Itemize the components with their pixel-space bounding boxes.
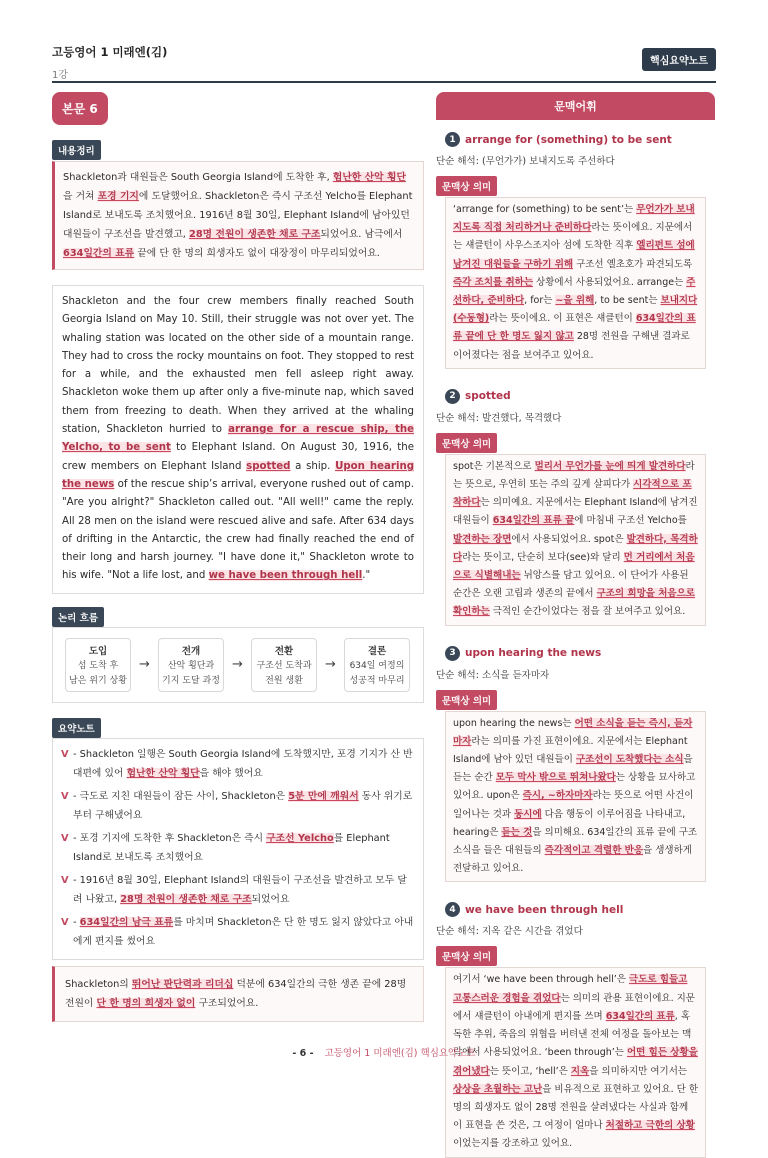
vocab-header: 문맥어휘 <box>436 92 715 120</box>
highlighted-phrase: 무언가가 보내지도록 직접 처리하거나 준비하다 <box>453 204 695 234</box>
page-number: - 6 - <box>292 1048 314 1059</box>
text-segment: , 혹독한 추위, 죽음의 위협을 버텨낸 전체 여정을 돌아보는 맥락에서 사용되었어요. ‘been through’는 <box>453 1010 692 1059</box>
vocab-item-1 <box>436 132 715 369</box>
note-text <box>73 787 415 825</box>
check-mark-icon: V <box>61 916 69 928</box>
highlighted-phrase: 634일간의 표류 끝 <box>492 515 575 527</box>
highlighted-phrase: 주선하다, 준비하다 <box>453 276 696 307</box>
highlighted-phrase: 즉각적이고 격렬한 반응 <box>544 845 644 857</box>
arrow-right-icon: → <box>139 657 150 673</box>
highlighted-phrase: 구조의 희망을 처음으로 확인하는 <box>453 588 695 618</box>
flow-step-head: 결론 <box>367 645 387 657</box>
highlighted-phrase: 보내지다(수동형) <box>453 295 698 325</box>
simple-meaning: 단순 해석: (무언가가) 보내지도록 주선하다 <box>436 156 615 167</box>
text-segment: - 1916년 8월 30일, Elephant Island의 대원들이 구조선을 발견하고 모두 달려 나왔고, <box>73 874 407 905</box>
note-text <box>73 913 415 951</box>
text-segment: 라는 뜻이에요. 이 표현은 섀클턴이 <box>489 313 636 325</box>
text-segment: 뉘앙스를 담고 있어요. 이 단어가 사용된 순간은 오랜 고립과 생존의 끝에서 <box>453 570 689 600</box>
simple-meaning: 단순 해석: 소식을 듣자마자 <box>436 669 550 681</box>
check-mark-icon: V <box>61 832 69 844</box>
context-explanation <box>445 967 706 1157</box>
text-segment: 을 의미하지만 여기서는 <box>589 1065 688 1077</box>
text-segment: 구조선 옐초호가 파견되도록 <box>573 258 693 270</box>
text-segment: - 극도로 지친 대원들이 잠든 사이, Shackleton은 <box>73 790 289 802</box>
text-segment: 극적인 순간이었다는 점을 잘 보여주고 있어요. <box>489 606 686 618</box>
passage-text <box>52 285 424 594</box>
text-segment: 다음 행동이 이루어짐을 나타내고, hearing은 <box>453 808 686 838</box>
highlighted-phrase: 634일간의 표류 끝에 단 한 명도 잃지 않고 <box>453 313 696 343</box>
note-item <box>61 913 415 951</box>
text-segment: ." <box>362 570 371 582</box>
number-badge: 1 <box>445 132 460 147</box>
text-segment: - 포경 기지에 도착한 후 Shackleton은 즉시 <box>73 832 267 844</box>
highlighted-phrase: 뛰어난 판단력과 리더십 <box>131 978 234 990</box>
check-mark-icon: V <box>61 790 69 802</box>
vocab-item-2 <box>436 389 715 626</box>
text-segment: - Shackleton 일행은 South Georgia Island에 도착했지만, 포경 기지가 산 반대편에 있어 <box>73 748 413 779</box>
text-segment: 을 거쳐 <box>63 191 98 202</box>
flow-step-intro <box>65 638 131 692</box>
text-segment: to Elephant Island. On August 30, 1916, the crew members on Elephant Island <box>62 442 415 472</box>
text-segment: 상황에서 사용되었어요. arrange는 <box>533 276 687 288</box>
flow-step-head: 도입 <box>88 645 108 657</box>
text-segment: 을 생생하게 전달하고 있어요. <box>453 845 692 875</box>
context-tag: 문맥상 의미 <box>436 946 497 966</box>
simple-meaning: 단순 해석: 발견했다, 목격했다 <box>436 412 562 424</box>
flow-step-desc: 섬 도착 후 남은 위기 상황 <box>69 660 127 686</box>
flow-step-head: 전개 <box>181 645 201 657</box>
logic-flow <box>52 627 424 703</box>
header-divider <box>52 81 716 83</box>
highlighted-phrase: 험난한 산악 횡단 <box>126 767 200 779</box>
footer-title: 고등영어 1 미래엔(김) 핵심요약노트 <box>324 1048 476 1059</box>
vocab-item-3 <box>436 646 715 883</box>
text-segment: 를 Elephant Island로 보내도록 조치했어요 <box>73 832 390 863</box>
text-segment: 에서 사용되었어요. spot은 <box>511 533 627 545</box>
text-segment: 이었는지를 강조하고 있어요. <box>453 1138 573 1150</box>
highlighted-phrase: Upon hearing the news <box>62 460 414 490</box>
vocab-title-row <box>436 902 715 917</box>
check-mark-icon: V <box>61 748 69 760</box>
highlighted-phrase: 즉각 조치를 취하는 <box>453 276 534 288</box>
text-segment: 을 듣는 순간 <box>453 754 693 784</box>
right-column <box>436 92 715 1158</box>
text-segment: 는 뜻이고, ‘hell’은 <box>489 1065 571 1077</box>
text-segment: 에 도달했어요. Shackleton은 즉시 구조선 Yelcho를 Elephant Island로 보내도록 조치했어요. 1916년 8월 30일, Elephant Island에 남아있던 대원들이 구조선을 발견했고, <box>63 191 413 240</box>
highlighted-phrase: 28명 전원이 생존한 채로 구조 <box>120 893 252 905</box>
text-segment: 28명 전원을 구해낸 결과로 이어졌다는 점을 보여주고 있어요. <box>453 331 690 361</box>
flow-tag: 논리 흐름 <box>52 607 104 627</box>
conclusion-box <box>52 966 424 1022</box>
text-segment: 을 해야 했어요 <box>199 767 263 779</box>
flow-step-desc: 634일 여정의 성공적 마무리 <box>349 660 405 686</box>
number-badge: 4 <box>445 902 460 917</box>
content-summary <box>52 161 424 270</box>
page-header <box>52 44 167 81</box>
simple-meaning: 단순 해석: 지옥 같은 시간을 겪었다 <box>436 926 583 938</box>
highlighted-phrase: 험난한 산악 횡단 <box>332 172 406 183</box>
text-segment: ‘arrange for (something) to be sent’는 <box>453 204 637 215</box>
highlighted-phrase: 상상을 초월하는 고난 <box>453 1083 543 1095</box>
text-segment: 되었어요 <box>251 893 290 905</box>
text-segment: 라는 의미를 가진 표현이에요. 지문에서는 Elephant Island에 남아 있던 대원들이 <box>453 735 688 766</box>
vocab-term: upon hearing the news <box>465 647 602 660</box>
number-badge: 3 <box>445 646 460 661</box>
highlighted-phrase: 634일간의 표류 <box>63 248 135 259</box>
text-segment: 동사 위기로부터 구해냈어요 <box>73 790 413 821</box>
highlighted-phrase: 단 한 명의 희생자 없이 <box>96 997 196 1009</box>
vocab-item-4 <box>436 902 715 1157</box>
arrow-right-icon: → <box>232 657 243 673</box>
text-segment: upon hearing the news는 <box>453 717 575 729</box>
text-segment: 라는 뜻으로 어떤 사건이 일어나는 것과 <box>453 790 694 820</box>
text-segment: 를 마치며 Shackleton은 단 한 명도 잃지 않았다고 아내에게 편지를 썼어요 <box>73 916 414 947</box>
highlighted-phrase: 어떤 힘든 상황을 겪어냈다 <box>453 1047 698 1077</box>
section-title: 본문 6 <box>52 92 108 125</box>
highlighted-phrase: spotted <box>246 460 291 472</box>
highlighted-phrase: 먼 거리에서 처음으로 식별해내는 <box>453 551 695 582</box>
text-segment: 라는 뜻이고, 단순히 보다(see)와 달리 <box>462 551 624 563</box>
highlighted-phrase: 엘리펀트 섬에 남겨진 대원들을 구하기 위해 <box>453 240 695 270</box>
summary-notes <box>52 738 424 960</box>
highlighted-phrase: 멀리서 무언가를 눈에 띄게 발견하다 <box>534 460 686 472</box>
text-segment: 는 의미예요. 지문에서는 Elephant Island에 남겨진 대원들이 <box>453 497 698 527</box>
vocab-term: spotted <box>465 390 511 403</box>
highlighted-phrase: 어떤 소식을 듣는 즉시, 듣자마자 <box>453 717 693 747</box>
book-title: 고등영어 1 미래엔(김) <box>52 45 168 59</box>
summary-tag: 내용정리 <box>52 140 101 160</box>
highlighted-phrase: 듣는 것 <box>501 826 533 838</box>
highlighted-phrase: 지옥 <box>570 1065 590 1077</box>
context-explanation <box>445 454 706 626</box>
context-tag: 문맥상 의미 <box>436 176 497 196</box>
notes-tag: 요약노트 <box>52 718 101 738</box>
vocab-title-row <box>436 646 715 661</box>
vocab-title-row <box>436 132 715 147</box>
text-segment: 덕분에 634일간의 극한 생존 끝에 28명 전원이 <box>65 978 407 1009</box>
text-segment: 라는 뜻이에요. 지문에서는 섀클턴이 사우스조지아 섬에 도착한 직후 <box>453 222 693 252</box>
flow-step-desc: 구조선 도착과 전원 생환 <box>256 660 312 686</box>
context-explanation <box>445 711 706 883</box>
text-segment: 을 비유적으로 표현하고 있어요. 단 한 명의 희생자도 없이 28명 전원을 살려냈다는 사실과 함께 이 표현을 쓴 것은, 그 여정이 얼마나 <box>453 1083 698 1132</box>
flow-step-turn <box>251 638 317 692</box>
note-item <box>61 871 415 909</box>
context-tag: 문맥상 의미 <box>436 690 497 710</box>
text-segment: - <box>73 916 80 928</box>
highlighted-phrase: 즉시, ~하자마자 <box>522 790 593 802</box>
note-item <box>61 787 415 825</box>
highlighted-phrase: 처절하고 극한의 상황 <box>605 1120 695 1132</box>
text-segment: 을 의미해요. 634일간의 표류 끝에 구조 소식을 들은 대원들의 <box>453 826 698 857</box>
page-footer <box>0 1045 768 1059</box>
highlighted-phrase: 634일간의 남극 표류 <box>79 916 174 928</box>
highlighted-phrase: arrange for a rescue ship, the Yelcho, to be sent <box>62 424 414 454</box>
note-text <box>73 829 415 867</box>
vocab-term: arrange for (something) to be sent <box>465 133 672 146</box>
text-segment: , to be sent는 <box>594 295 661 307</box>
highlighted-phrase: 5분 만에 깨워서 <box>288 790 359 802</box>
highlighted-phrase: 극도로 힘들고 고통스러운 경험을 겪었다 <box>453 974 688 1004</box>
highlighted-phrase: 시각적으로 포착하다 <box>453 479 692 509</box>
text-segment: 는 의미의 관용 표현이에요. 지문에서 섀클턴이 아내에게 편지를 쓰며 <box>453 992 695 1022</box>
lesson-label: 1강 <box>52 70 69 81</box>
text-segment: of the rescue ship’s arrival, everyone rushed out of camp. "Are you alright?" Shackleton called out. "All well!" came the reply. All 28 men on the island were rescued alive and safe. After 634 days of drifting in the Antarctic, the crew had finally reached the end of their long and harsh journey. "I have done it," Shackleton wrote to his wife. "Not a life lost, and <box>62 478 415 582</box>
text-segment: , for는 <box>524 295 556 307</box>
text-segment: 구조되었어요. <box>195 997 259 1009</box>
flow-step-conclusion <box>344 638 410 692</box>
highlighted-phrase: 발견하다, 목격하다 <box>453 533 698 563</box>
text-segment: 여기서 ‘we have been through hell’은 <box>453 974 630 986</box>
highlighted-phrase: we have been through hell <box>208 570 363 582</box>
context-tag: 문맥상 의미 <box>436 433 497 453</box>
highlighted-phrase: 28명 전원이 생존한 채로 구조 <box>189 229 321 240</box>
text-segment: spot은 기본적으로 <box>453 460 535 472</box>
highlighted-phrase: 발견하는 장면 <box>453 533 512 545</box>
flow-step-head: 전환 <box>274 645 294 657</box>
vocab-term: we have been through hell <box>465 903 624 916</box>
note-text <box>73 745 415 783</box>
highlighted-phrase: 동시에 <box>514 808 542 820</box>
text-segment: 끝에 단 한 명의 희생자도 없이 대장정이 마무리되었어요. <box>134 248 380 259</box>
highlighted-phrase: 구조선 Yelcho <box>266 832 334 844</box>
summary-note-badge: 핵심요약노트 <box>642 48 716 71</box>
vocab-title-row <box>436 389 715 404</box>
note-item <box>61 745 415 783</box>
text-segment: 라는 뜻으로, 우연히 또는 주의 깊게 살피다가 <box>453 460 695 491</box>
text-segment: 에 마침내 구조선 Yelcho를 <box>574 515 687 527</box>
number-badge: 2 <box>445 389 460 404</box>
flow-step-development <box>158 638 224 692</box>
highlighted-phrase: ~을 위해 <box>555 295 595 307</box>
text-segment: a ship. <box>290 460 336 472</box>
note-item <box>61 829 415 867</box>
highlighted-phrase: 모두 막사 밖으로 뛰쳐나왔다 <box>495 772 616 784</box>
left-column <box>52 92 424 1022</box>
text-segment: Shackleton and the four crew members finally reached South Georgia Island on May 10. Still, their struggle was not over yet. The whaling station was located on the other side of a mountain range. They had to cross the rocky mountains on foot. They stopped to rest for a while, and the exhausted men fell asleep right away. Shackleton woke them up after only a five-minute nap, which saved them from freezing to death. When they arrived at the whaling station, Shackleton hurried to <box>62 296 414 436</box>
arrow-right-icon: → <box>325 657 336 673</box>
highlighted-phrase: 포경 기지 <box>97 191 139 202</box>
flow-step-desc: 산악 횡단과 기지 도달 과정 <box>162 660 220 686</box>
text-segment: Shackleton의 <box>65 978 132 990</box>
text-segment: 되었어요. 남극에서 <box>320 229 403 240</box>
highlighted-phrase: 구조선이 도착했다는 소식 <box>575 754 684 766</box>
text-segment: Shackleton과 대원들은 South Georgia Island에 도착한 후, <box>63 172 333 183</box>
note-text <box>73 871 415 909</box>
context-explanation <box>445 197 706 369</box>
highlighted-phrase: 634일간의 표류 <box>605 1010 675 1022</box>
text-segment: 는 상황을 묘사하고 있어요. upon은 <box>453 772 696 802</box>
check-mark-icon: V <box>61 874 69 886</box>
